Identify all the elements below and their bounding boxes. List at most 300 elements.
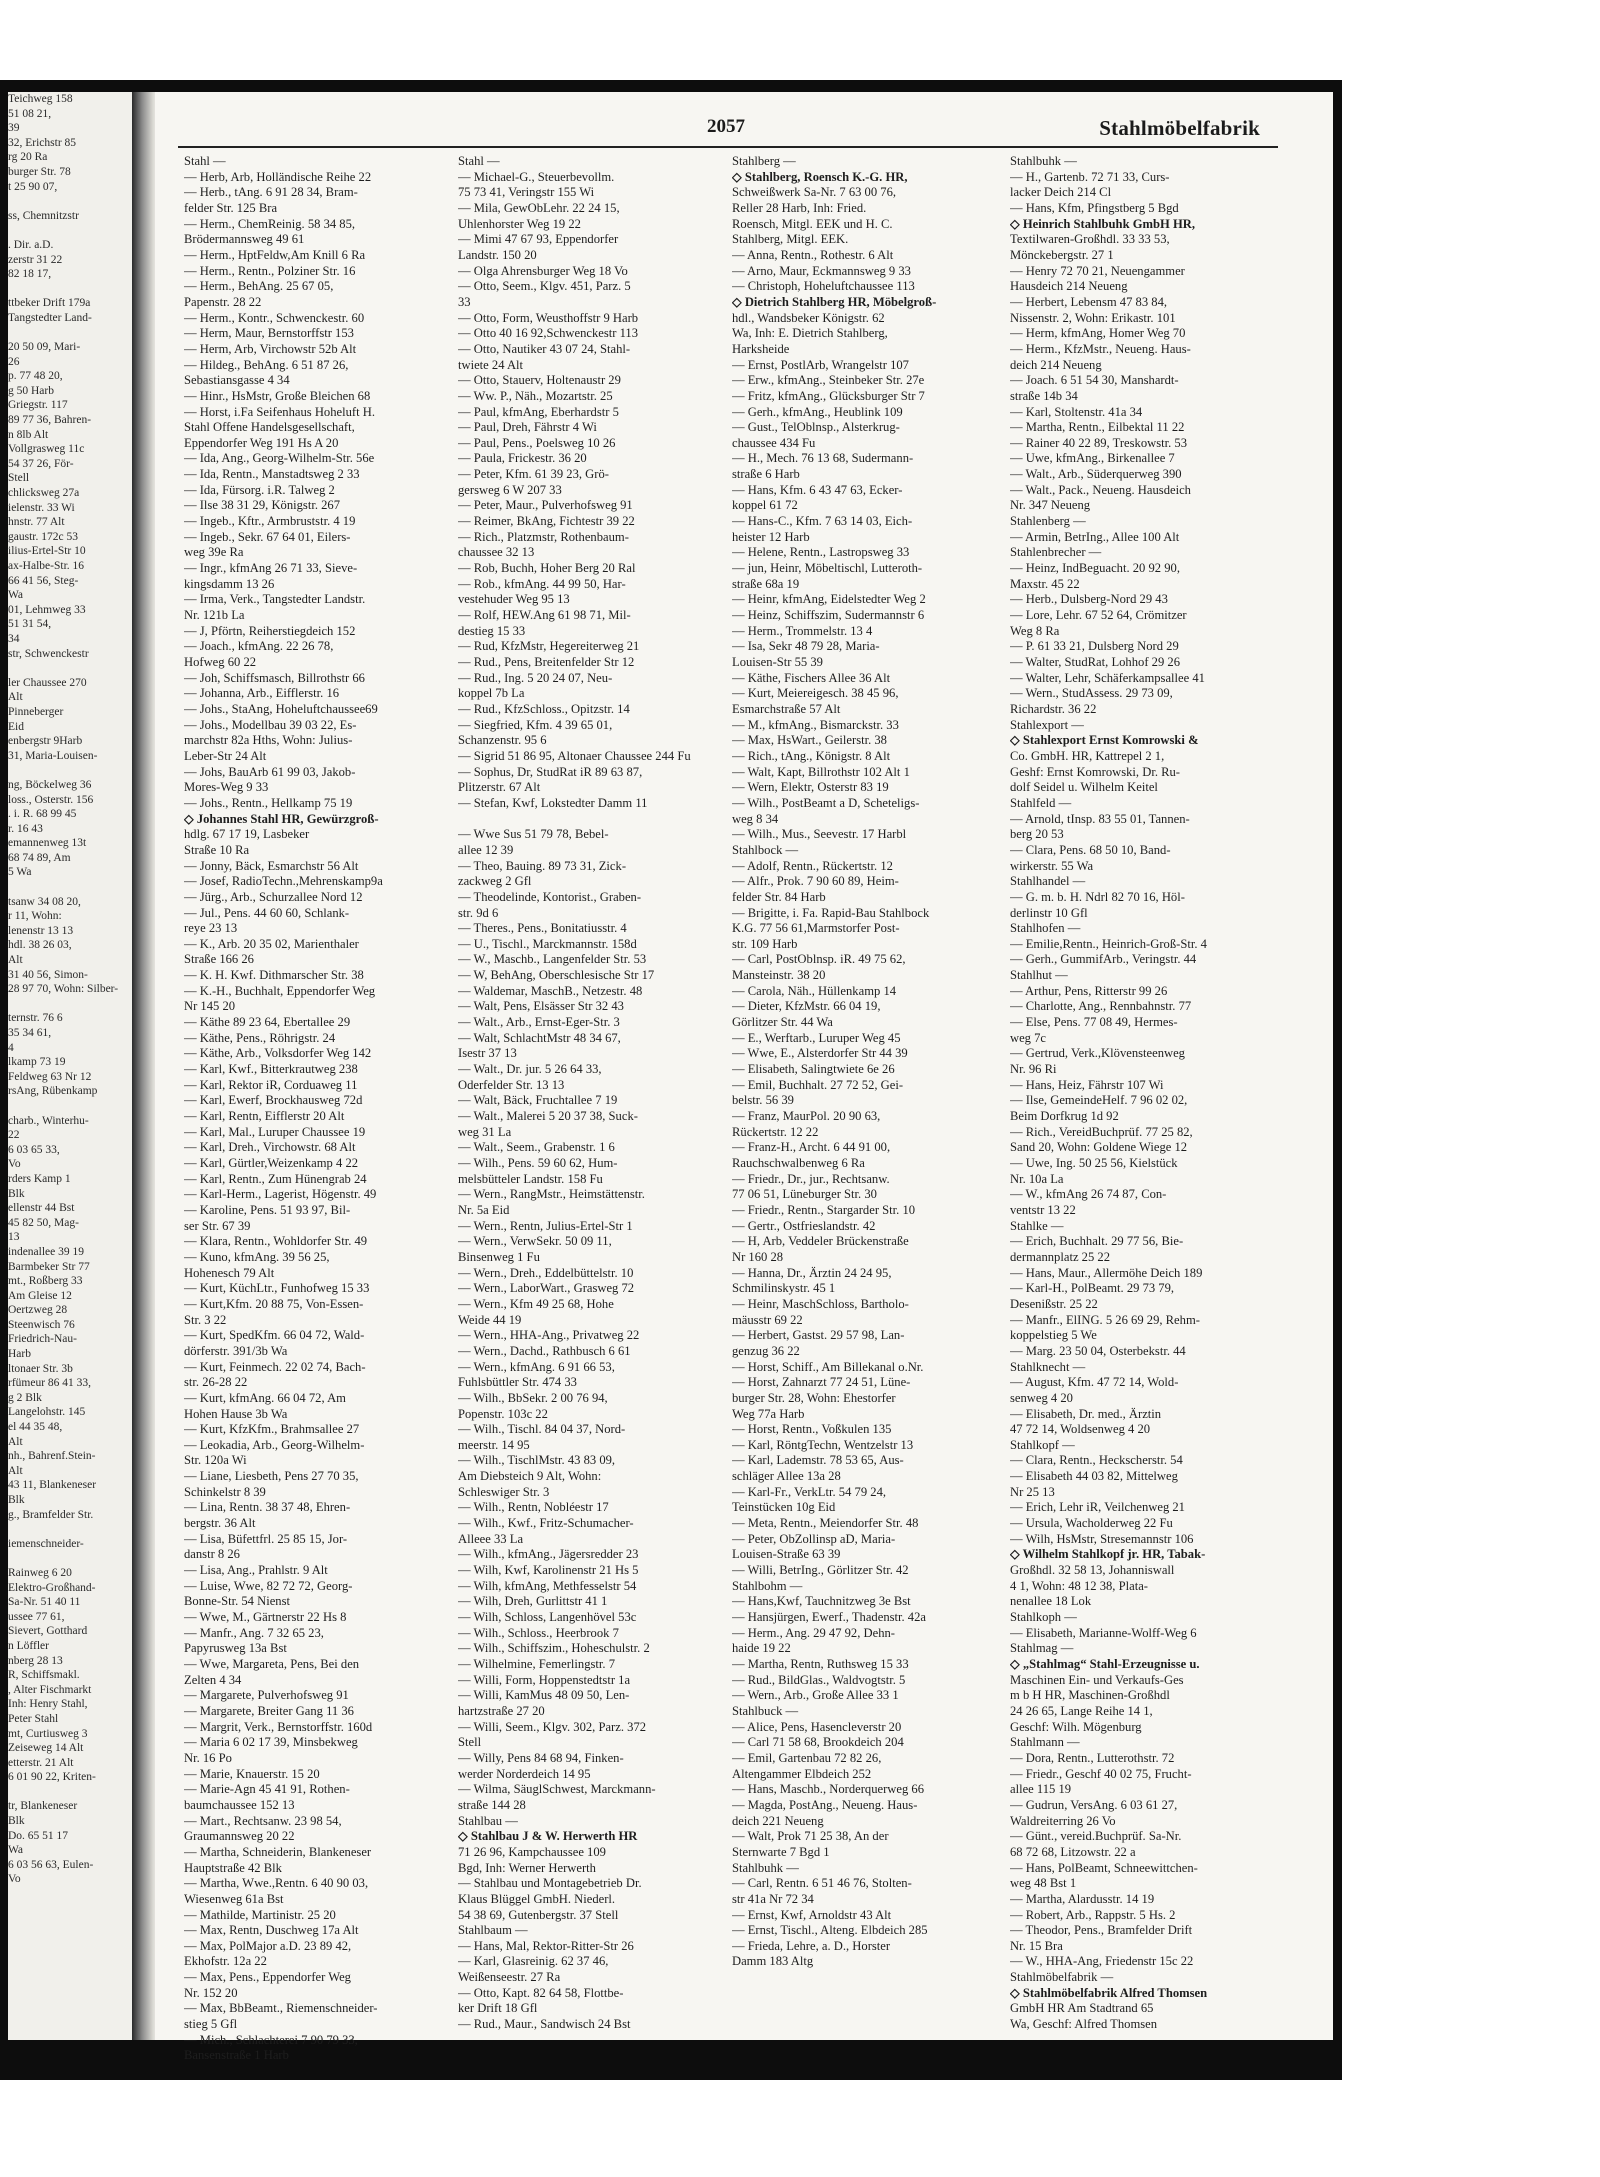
directory-entry: — Walt, Pens, Elsässer Str 32 43 — [458, 999, 624, 1014]
directory-entry: mäusstr 69 22 — [732, 1312, 803, 1327]
directory-entry: — Herm, Arb, Virchowstr 52b Alt — [184, 341, 357, 356]
facing-page-line: ellenstr 44 Bst — [8, 1202, 75, 1215]
directory-entry: — Wilh., TischlMstr. 43 83 09, — [458, 1453, 616, 1468]
directory-entry: — Mich., Schlachterei 7 90 79 33, — [184, 2032, 358, 2047]
scan-border-right — [1333, 80, 1342, 2080]
directory-entry: — Johs., Rentn., Hellkamp 75 19 — [184, 795, 353, 810]
directory-entry: Maschinen Ein- und Verkaufs-Ges — [1010, 1672, 1184, 1687]
directory-entry: — Rud., Ing. 5 20 24 07, Neu- — [458, 670, 613, 685]
directory-entry: — Horst, Rentn., Voßkulen 135 — [732, 1422, 892, 1437]
directory-entry: — Peter, Maur., Pulverhofsweg 91 — [458, 498, 633, 513]
directory-entry: — Liane, Liesbeth, Pens 27 70 35, — [184, 1469, 359, 1484]
directory-entry: — Ilse 38 31 29, Königstr. 267 — [184, 498, 341, 513]
directory-entry: — Karl, Rektor iR, Corduaweg 11 — [184, 1077, 358, 1092]
directory-entry: — Karoline, Pens. 51 93 97, Bil- — [184, 1202, 351, 1217]
directory-entry: — Christoph, Hoheluftchaussee 113 — [732, 279, 915, 294]
directory-entry: — Gertr., Ostfrieslandstr. 42 — [732, 1218, 876, 1233]
surname-heading: Stahlenberg — — [1010, 514, 1086, 529]
directory-entry: — Martha, Schneiderin, Blankeneser — [184, 1844, 372, 1859]
directory-entry — [458, 812, 726, 828]
directory-entry: — Leokadia, Arb., Georg-Wilhelm- — [184, 1437, 365, 1452]
facing-page-line: str, Schwenckestr — [8, 647, 89, 660]
facing-page-line: Pinneberger — [8, 705, 64, 718]
directory-entry: — Rainer 40 22 89, Treskowstr. 53 — [1010, 435, 1188, 450]
facing-page-line — [8, 1785, 132, 1800]
directory-entry: — Elisabeth, Dr. med., Ärztin — [1010, 1406, 1162, 1421]
surname-heading: Stahlbohm — — [732, 1578, 803, 1593]
directory-entry: werder Norderdeich 14 95 — [458, 1766, 591, 1781]
directory-entry: Plitzerstr. 67 Alt — [458, 780, 541, 795]
directory-entry: — Joh, Schiffsmasch, Billrothstr 66 — [184, 670, 365, 685]
directory-entry: Görlitzer Str. 44 Wa — [732, 1015, 833, 1030]
directory-entry: — Heinz, IndBeguacht. 20 92 90, — [1010, 561, 1180, 576]
directory-entry: Str. 120a Wi — [184, 1453, 247, 1468]
page-header — [182, 108, 1282, 148]
directory-entry: — Wwe, M., Gärtnerstr 22 Hs 8 — [184, 1610, 347, 1625]
directory-entry: — Walt, Prok 71 25 38, An der — [732, 1829, 889, 1844]
directory-entry: — Carl, PostOblnsp. iR. 49 75 62, — [732, 952, 906, 967]
scan-margin-right — [1342, 80, 1600, 2177]
facing-page-line: tsanw 34 08 20, — [8, 895, 81, 908]
directory-entry: — Erw., kfmAng., Steinbeker Str. 27e — [732, 373, 925, 388]
directory-entry: marchstr 82a Hths, Wohn: Julius- — [184, 733, 353, 748]
facing-page-line: 13 — [8, 1231, 20, 1244]
directory-entry: belstr. 56 39 — [732, 1093, 794, 1108]
directory-entry: — Ida, Fürsorg. i.R. Talweg 2 — [184, 482, 335, 497]
directory-entry: twiete 24 Alt — [458, 357, 524, 372]
directory-entry: — Käthe 89 23 64, Ebertallee 29 — [184, 1015, 351, 1030]
directory-entry: ◇ Heinrich Stahlbuhk GmbH HR, — [1010, 216, 1195, 231]
directory-entry: — Michael-G., Steuerbevollm. — [458, 169, 615, 184]
directory-entry: — G. m. b. H. Ndrl 82 70 16, Höl- — [1010, 889, 1185, 904]
directory-entry: str. 109 Harb — [732, 936, 798, 951]
directory-entry: ◇ Johannes Stahl HR, Gewürzgroß- — [184, 811, 379, 826]
facing-page-line: iemenschneider- — [8, 1537, 84, 1550]
directory-entry: — Brigitte, i. Fa. Rapid-Bau Stahlbock — [732, 905, 930, 920]
running-title: Stahlmöbelfabrik — [1099, 116, 1260, 140]
directory-entry: — Martha, Alardusstr. 14 19 — [1010, 1891, 1155, 1906]
directory-entry: Waldreiterring 26 Vo — [1010, 1813, 1116, 1828]
directory-entry: Esmarchstraße 57 Alt — [732, 701, 841, 716]
surname-heading: Stahlbuhk — — [1010, 154, 1077, 168]
directory-entry: — U., Tischl., Marckmannstr. 158d — [458, 936, 637, 951]
directory-entry: — Peter, ObZollinsp aD, Maria- — [732, 1531, 896, 1546]
directory-entry: felder Str. 84 Harb — [732, 889, 826, 904]
facing-page-line: indenallee 39 19 — [8, 1245, 85, 1258]
directory-entry: str 41a Nr 72 34 — [732, 1891, 814, 1906]
directory-entry: — Wilma, SäuglSchwest, Marckmann- — [458, 1782, 656, 1797]
directory-entry: — Wern., VerwSekr. 50 09 11, — [458, 1234, 612, 1249]
surname-heading: Stahlhandel — — [1010, 874, 1086, 889]
directory-entry: weg 8 34 — [732, 811, 779, 826]
facing-page-line: loss., Osterstr. 156 — [8, 793, 94, 806]
directory-entry: allee 12 39 — [458, 842, 514, 857]
scan-border-left — [0, 80, 8, 2080]
directory-entry: — Karl, Kwf., Bitterkrautweg 238 — [184, 1062, 358, 1077]
facing-page-line: 32, Erichstr 85 — [8, 136, 77, 149]
facing-page-line: 82 18 17, — [8, 268, 52, 281]
directory-column-3 — [732, 154, 1004, 1970]
facing-page-line — [8, 1551, 132, 1566]
directory-entry: — Käthe, Fischers Allee 36 Alt — [732, 670, 891, 685]
surname-heading: Stahlbock — — [732, 842, 799, 857]
directory-entry: bergstr. 36 Alt — [184, 1516, 256, 1531]
facing-page-line: n Löffler — [8, 1639, 49, 1652]
directory-entry: Hofweg 60 22 — [184, 655, 257, 669]
directory-entry: chaussee 32 13 — [458, 545, 535, 560]
directory-entry: 33 — [458, 294, 471, 309]
directory-entry: — Max, PolMajor a.D. 23 89 42, — [184, 1938, 352, 1953]
directory-entry: destieg 15 33 — [458, 623, 526, 638]
directory-entry: — Theodor, Pens., Bramfelder Drift — [1010, 1923, 1193, 1938]
directory-entry: — jun, Heinr, Möbeltischl, Lutteroth- — [732, 561, 923, 576]
directory-entry: Reller 28 Harb, Inh: Fried. — [732, 200, 867, 215]
directory-entry: — Rich., VereidBuchprüf. 77 25 82, — [1010, 1124, 1193, 1139]
directory-entry: — Adolf, Rentn., Rückertstr. 12 — [732, 858, 893, 873]
directory-entry: — Marg. 23 50 04, Osterbekstr. 44 — [1010, 1343, 1186, 1358]
directory-entry: — Heinr, kfmAng, Eidelstedter Weg 2 — [732, 592, 926, 607]
directory-entry: — Emilie,Rentn., Heinrich-Groß-Str. 4 — [1010, 936, 1207, 951]
surname-heading: Stahlberg — — [732, 154, 796, 168]
facing-page-line: Griegstr. 117 — [8, 399, 68, 412]
facing-page-line: 6 03 65 33, — [8, 1143, 60, 1156]
directory-entry: — Herm., KfzMstr., Neueng. Haus- — [1010, 341, 1191, 356]
directory-entry: Bonne-Str. 54 Nienst — [184, 1594, 290, 1609]
facing-page-line: rders Kamp 1 — [8, 1172, 71, 1185]
facing-page-line: Wa — [8, 589, 24, 602]
directory-entry: — Manfr., ElING. 5 26 69 29, Rehm- — [1010, 1312, 1200, 1327]
directory-entry: 47 72 14, Woldsenweg 4 20 — [1010, 1422, 1151, 1437]
facing-page-line: hdl. 38 26 03, — [8, 939, 72, 952]
directory-entry: reye 23 13 — [184, 921, 238, 936]
directory-entry: — Walt., Malerei 5 20 37 38, Suck- — [458, 1109, 638, 1124]
facing-page-line: Stell — [8, 472, 30, 485]
facing-page-line: r 11, Wohn: — [8, 910, 62, 923]
facing-page-line — [8, 1522, 132, 1537]
facing-page-line: Friedrich-Nau- — [8, 1333, 77, 1346]
facing-page-line: zerstr 31 22 — [8, 253, 63, 266]
facing-page-line: 26 — [8, 355, 20, 368]
directory-entry: hdl., Wandsbeker Königstr. 62 — [732, 310, 885, 325]
directory-entry: — Günt., vereid.Buchprüf. Sa-Nr. — [1010, 1829, 1182, 1844]
facing-page-line: Vo — [8, 1158, 21, 1171]
directory-entry: Oderfelder Str. 13 13 — [458, 1077, 565, 1092]
facing-page-line: 6 01 90 22, Kriten- — [8, 1771, 96, 1784]
directory-entry: stieg 5 Gfl — [184, 2017, 238, 2032]
directory-entry: — H., Mech. 76 13 68, Sudermann- — [732, 451, 914, 466]
directory-entry: — Johs., Modellbau 39 03 22, Es- — [184, 717, 357, 732]
directory-entry: Hauptstraße 42 Blk — [184, 1860, 282, 1875]
directory-entry: Nr. 10a La — [1010, 1171, 1064, 1186]
facing-page-line: g 50 Harb — [8, 384, 54, 397]
directory-entry: — Ernst, PostlArb, Wrangelstr 107 — [732, 357, 909, 372]
directory-entry: felder Str. 125 Bra — [184, 200, 278, 215]
directory-entry: — Wern., kfmAng. 6 91 66 53, — [458, 1359, 615, 1374]
directory-entry: — Wern, Elektr, Osterstr 83 19 — [732, 780, 889, 795]
directory-entry: — Mart., Rechtsanw. 23 98 54, — [184, 1813, 342, 1828]
surname-heading: Stahlbau — — [458, 1813, 518, 1828]
surname-heading: Stahlmann — — [1010, 1735, 1080, 1750]
directory-entry: — Wilh, kfmAng, Methfesselstr 54 — [458, 1578, 637, 1593]
directory-entry: — E., Werftarb., Luruper Weg 45 — [732, 1030, 901, 1045]
directory-entry: — Karl-Fr., VerkLtr. 54 79 24, — [732, 1484, 887, 1499]
directory-entry: — Gerh., GummifArb., Veringstr. 44 — [1010, 952, 1197, 967]
directory-entry: — Clara, Rentn., Heckscherstr. 54 — [1010, 1453, 1183, 1468]
facing-page-line: 35 34 61, — [8, 1027, 52, 1039]
directory-entry: — Wwe, Margareta, Pens, Bei den — [184, 1657, 360, 1671]
directory-entry: — Alfr., Prok. 7 90 60 89, Heim- — [732, 874, 899, 889]
facing-page-line: Langelohstr. 145 — [8, 1406, 86, 1419]
directory-entry: — Irma, Verk., Tangstedter Landstr. — [184, 592, 366, 607]
directory-entry: Schmilinskystr. 45 1 — [732, 1281, 836, 1296]
directory-entry: dolf Seidel u. Wilhelm Keitel — [1010, 780, 1158, 795]
facing-page-line: etterstr. 21 Alt — [8, 1756, 74, 1769]
facing-page-line: g 2 Blk — [8, 1391, 42, 1404]
directory-entry: — Willi, Form, Hoppenstedtstr 1a — [458, 1672, 631, 1687]
directory-entry: chaussee 434 Fu — [732, 435, 816, 450]
facing-page-line: Blk — [8, 1815, 25, 1828]
directory-entry: — Wilh., Tischl. 84 04 37, Nord- — [458, 1422, 626, 1437]
facing-page-line: Vollgrasweg 11c — [8, 443, 85, 456]
directory-entry: Altengammer Elbdeich 252 — [732, 1766, 872, 1781]
directory-entry: — Heinr, MaschSchloss, Bartholo- — [732, 1296, 909, 1311]
directory-entry: — Max, BbBeamt., Riemenschneider- — [184, 2001, 378, 2016]
directory-entry: Hohen Hause 3b Wa — [184, 1406, 288, 1421]
surname-heading: Stahlbaum — — [458, 1923, 528, 1938]
directory-entry: — Wilh., Schiffszim., Hoheschulstr. 2 — [458, 1641, 650, 1656]
directory-entry: ker Drift 18 Gfl — [458, 2001, 538, 2016]
directory-entry: — Hans-C., Kfm. 7 63 14 03, Eich- — [732, 514, 913, 529]
directory-entry: Ekhofstr. 12a 22 — [184, 1954, 267, 1969]
facing-page-line: ilius-Ertel-Str 10 — [8, 545, 86, 558]
directory-entry: — Ernst, Tischl., Alteng. Elbdeich 285 — [732, 1923, 928, 1938]
directory-entry: — Herm., Trommelstr. 13 4 — [732, 623, 873, 638]
facing-page-line: Alt — [8, 691, 23, 704]
directory-entry: — Arno, Maur, Eckmannsweg 9 33 — [732, 263, 911, 278]
directory-entry: — Rolf, HEW.Ang 61 98 71, Mil- — [458, 608, 631, 623]
directory-entry: — Uwe, Ing. 50 25 56, Kielstück — [1010, 1156, 1178, 1170]
directory-entry: — Elisabeth, Salingtwiete 6e 26 — [732, 1062, 895, 1077]
directory-entry: Rauchschwalbenweg 6 Ra — [732, 1156, 865, 1170]
surname-heading: Stahlhut — — [1010, 968, 1068, 983]
directory-entry: allee 115 19 — [1010, 1782, 1072, 1797]
directory-entry: — Max, Pens., Eppendorfer Weg — [184, 1970, 351, 1985]
directory-entry: — Karl, Lademstr. 78 53 65, Aus- — [732, 1453, 904, 1468]
directory-entry: straße 68a 19 — [732, 576, 800, 591]
facing-page-line: Blk — [8, 1187, 25, 1200]
directory-entry: — Martha, Rentn, Ruthsweg 15 33 — [732, 1657, 909, 1671]
directory-entry: schläger Allee 13a 28 — [732, 1469, 841, 1484]
directory-entry: Nr 25 13 — [1010, 1484, 1055, 1499]
facing-page-line: ternstr. 76 6 — [8, 1012, 63, 1025]
surname-heading: Stahlbuck — — [732, 1703, 799, 1718]
directory-entry: — Wilh., Pens. 59 60 62, Hum- — [458, 1156, 618, 1170]
directory-entry: Stahlberg, Mitgl. EEK. — [732, 232, 849, 247]
facing-page-line: 5 Wa — [8, 866, 32, 879]
directory-entry: — Josef, RadioTechn.,Mehrenskamp9a — [184, 874, 383, 889]
directory-entry: — Theo, Bauing. 89 73 31, Zick- — [458, 858, 627, 873]
directory-entry: Weg 77a Harb — [732, 1406, 805, 1421]
directory-entry: Geshf: Ernst Komrowski, Dr. Ru- — [1010, 764, 1181, 779]
facing-page-line: Alt — [8, 954, 23, 967]
directory-entry: zackweg 2 Gfl — [458, 874, 532, 889]
facing-page-line: Sievert, Gotthard — [8, 1625, 88, 1638]
directory-entry: — Rich., Platzmstr, Rothenbaum- — [458, 529, 629, 544]
directory-entry: — Herm, kfmAng, Homer Weg 70 — [1010, 326, 1186, 341]
directory-entry: str. 9d 6 — [458, 905, 499, 920]
facing-page-line: ler Chaussee 270 — [8, 676, 87, 689]
facing-page-line: enbergstr 9Harb — [8, 735, 83, 748]
directory-entry: — W., Maschb., Langenfelder Str. 53 — [458, 952, 647, 967]
facing-page-line: 22 — [8, 1129, 20, 1142]
directory-entry: — Ingeb., Kftr., Armbruststr. 4 19 — [184, 514, 356, 529]
directory-entry: Eppendorfer Weg 191 Hs A 20 — [184, 435, 339, 450]
directory-entry: Geschf: Wilh. Mögenburg — [1010, 1719, 1142, 1734]
surname-heading: Stahlexport — — [1010, 717, 1084, 732]
facing-page-line: Alt — [8, 1464, 23, 1477]
directory-entry: — Peter, Kfm. 61 39 23, Grö- — [458, 467, 609, 482]
facing-page-line — [8, 880, 132, 895]
directory-entry: — Wilh, Schloss, Langenhövel 53c — [458, 1610, 637, 1625]
directory-entry: — Hans, Heiz, Fährstr 107 Wi — [1010, 1077, 1164, 1092]
facing-page-line: Alt — [8, 1435, 23, 1448]
directory-entry: — K.-H., Buchhalt, Eppendorfer Weg — [184, 983, 376, 998]
directory-entry: — Stahlbau und Montagebetrieb Dr. — [458, 1876, 642, 1891]
directory-entry: — Alice, Pens, Hasencleverstr 20 — [732, 1719, 902, 1734]
directory-entry: — Wilh, HsMstr, Stresemannstr 106 — [1010, 1531, 1194, 1546]
directory-entry: Schinkelstr 8 39 — [184, 1484, 266, 1499]
directory-entry: straße 14b 34 — [1010, 388, 1078, 403]
directory-entry: ◇ Dietrich Stahlberg HR, Möbelgroß- — [732, 294, 937, 309]
directory-entry: — Herbert, Gastst. 29 57 98, Lan- — [732, 1328, 905, 1343]
directory-entry: — Dieter, KfzMstr. 66 04 19, — [732, 999, 881, 1014]
directory-entry: — Charlotte, Ang., Rennbahnstr. 77 — [1010, 999, 1192, 1014]
directory-entry: — Willi, BetrIng., Görlitzer Str. 42 — [732, 1563, 909, 1578]
facing-page-line — [8, 223, 132, 238]
directory-entry: — Frieda, Lehre, a. D., Horster — [732, 1938, 891, 1953]
directory-entry: wirkerstr. 55 Wa — [1010, 858, 1094, 873]
directory-entry: — Emil, Gartenbau 72 82 26, — [732, 1750, 882, 1765]
directory-entry: ◇ Stahlberg, Roensch K.-G. HR, — [732, 169, 908, 184]
directory-entry: — Ww. P., Näh., Mozartstr. 25 — [458, 388, 613, 403]
directory-entry: — Arthur, Pens, Ritterstr 99 26 — [1010, 983, 1168, 998]
facing-page-line: 54 37 26, För- — [8, 457, 74, 470]
directory-entry: — Rud., KfzSchloss., Opitzstr. 14 — [458, 701, 630, 716]
directory-entry: 54 38 69, Gutenbergstr. 37 Stell — [458, 1907, 619, 1922]
directory-entry: — Gudrun, VersAng. 6 03 61 27, — [1010, 1797, 1178, 1812]
facing-page-line: charb., Winterhu- — [8, 1114, 89, 1127]
facing-page-line: 45 82 50, Mag- — [8, 1216, 79, 1229]
directory-entry: — Isa, Sekr 48 79 28, Maria- — [732, 639, 880, 654]
directory-entry: Roensch, Mitgl. EEK und H. C. — [732, 216, 893, 231]
directory-entry: — Wern., Arb., Große Allee 33 1 — [732, 1688, 899, 1703]
surname-heading: Stahlkoph — — [1010, 1610, 1077, 1625]
directory-entry: — K. H. Kwf. Dithmarscher Str. 38 — [184, 968, 364, 983]
directory-entry: — Friedr., Dr., jur., Rechtsanw. — [732, 1171, 890, 1186]
directory-entry: Louisen-Str 55 39 — [732, 655, 823, 669]
directory-entry: — Ursula, Wacholderweg 22 Fu — [1010, 1516, 1173, 1531]
directory-entry: — Horst, Zahnarzt 77 24 51, Lüne- — [732, 1375, 911, 1390]
directory-entry: — Lisa, Büfettfrl. 25 85 15, Jor- — [184, 1531, 348, 1546]
directory-entry: Louisen-Straße 63 39 — [732, 1547, 841, 1562]
directory-entry: Landstr. 150 20 — [458, 247, 537, 262]
directory-entry: ◇ „Stahlmag“ Stahl-Erzeugnisse u. — [1010, 1657, 1200, 1671]
directory-entry: Nr. 96 Ri — [1010, 1062, 1057, 1077]
facing-page-line: 66 41 56, Steg- — [8, 574, 79, 587]
facing-page-line: emannenweg 13t — [8, 837, 87, 850]
directory-entry: — Klara, Rentn., Wohldorfer Str. 49 — [184, 1234, 368, 1249]
directory-entry: — Uwe, kfmAng., Birkenallee 7 — [1010, 451, 1175, 466]
directory-entry: Zelten 4 34 — [184, 1672, 242, 1687]
directory-entry: — Kuno, kfmAng. 39 56 25, — [184, 1249, 330, 1264]
directory-entry: — Reimer, BkAng, Fichtestr 39 22 — [458, 514, 635, 529]
directory-entry: — Ida, Rentn., Manstadtsweg 2 33 — [184, 467, 360, 482]
directory-entry: Sternwarte 7 Bgd 1 — [732, 1844, 830, 1859]
directory-entry: Isestr 37 13 — [458, 1046, 517, 1061]
directory-entry: Weißenseestr. 27 Ra — [458, 1970, 561, 1985]
directory-column-1 — [184, 154, 452, 2064]
directory-entry: Straße 10 Ra — [184, 842, 250, 857]
directory-entry: — Otto, Nautiker 43 07 24, Stahl- — [458, 341, 631, 356]
directory-entry: — Ernst, Kwf, Arnoldstr 43 Alt — [732, 1907, 892, 1922]
surname-heading: Stahlmag — — [1010, 1641, 1074, 1656]
directory-entry: 24 26 65, Lange Reihe 14 1, — [1010, 1703, 1153, 1718]
directory-entry: — W., kfmAng 26 74 87, Con- — [1010, 1187, 1167, 1202]
facing-page-line: 43 11, Blankeneser — [8, 1479, 97, 1492]
directory-entry: Wiesenweg 61a Bst — [184, 1891, 284, 1906]
directory-entry: — Johs., StaAng, Hoheluftchaussee69 — [184, 701, 378, 716]
directory-entry: — Wilh, Dreh, Gurlittstr 41 1 — [458, 1594, 608, 1609]
directory-entry: Fuhlsbüttler Str. 474 33 — [458, 1375, 577, 1390]
directory-entry: — Rud, KfzMstr, Hegereiterweg 21 — [458, 639, 640, 654]
directory-entry: — Rob, Buchh, Hoher Berg 20 Ral — [458, 561, 636, 576]
directory-entry: Mores-Weg 9 33 — [184, 780, 269, 795]
directory-entry: — Gust., TelOblnsp., Alsterkrug- — [732, 420, 900, 435]
directory-entry: — Kurt,Kfm. 20 88 75, Von-Essen- — [184, 1296, 364, 1311]
directory-entry: — Wilh., BbSekr. 2 00 76 94, — [458, 1390, 608, 1405]
directory-entry: — Fritz, kfmAng., Glücksburger Str 7 — [732, 388, 925, 403]
directory-entry: — Wilh., Schloss., Heerbrook 7 — [458, 1625, 619, 1640]
directory-entry: — Horst, Schiff., Am Billekanal o.Nr. — [732, 1359, 924, 1374]
directory-entry: — Wern., Dreh., Eddelbüttelstr. 10 — [458, 1265, 634, 1280]
directory-entry: Nr. 121b La — [184, 608, 245, 623]
directory-entry: — Joach., kfmAng. 22 26 78, — [184, 639, 334, 654]
directory-entry: — W., HHA-Ang, Friedenstr 15c 22 — [1010, 1954, 1194, 1969]
directory-entry: — Mimi 47 67 93, Eppendorfer — [458, 232, 619, 247]
directory-entry: — Martha, Rentn., Eilbektal 11 22 — [1010, 420, 1185, 435]
directory-entry: — Herm., Rentn., Polziner Str. 16 — [184, 263, 356, 278]
directory-entry: weg 48 Bst 1 — [1010, 1876, 1077, 1891]
directory-entry: — Robert, Arb., Rappstr. 5 Hs. 2 — [1010, 1907, 1176, 1922]
surname-heading: Stahlmöbelfabrik — — [1010, 1970, 1114, 1985]
facing-page-line: Harb — [8, 1348, 31, 1361]
directory-entry: — Joach. 6 51 54 30, Manshardt- — [1010, 373, 1179, 388]
directory-entry: — Walt., Arb., Süderquerweg 390 — [1010, 467, 1182, 482]
directory-entry: koppel 7b La — [458, 686, 525, 701]
directory-entry: — Rud., BildGlas., Waldvogtstr. 5 — [732, 1672, 906, 1687]
facing-page-line: rfümeur 86 41 33, — [8, 1377, 92, 1390]
directory-entry: — Rob., kfmAng. 44 99 50, Har- — [458, 576, 626, 591]
directory-entry: koppel 61 72 — [732, 498, 798, 513]
directory-entry: — Carl 71 58 68, Brookdeich 204 — [732, 1735, 904, 1750]
facing-page-line: 01, Lehmweg 33 — [8, 603, 86, 616]
directory-entry: — Kurt, SpedKfm. 66 04 72, Wald- — [184, 1328, 365, 1343]
facing-page-line: nh., Bahrenf.Stein- — [8, 1450, 96, 1463]
facing-page-line: r. 16 43 — [8, 822, 43, 835]
facing-page-line: Tangstedter Land- — [8, 311, 92, 324]
directory-entry: — Rud., Pens, Breitenfelder Str 12 — [458, 655, 635, 669]
directory-entry: Stell — [458, 1735, 482, 1750]
